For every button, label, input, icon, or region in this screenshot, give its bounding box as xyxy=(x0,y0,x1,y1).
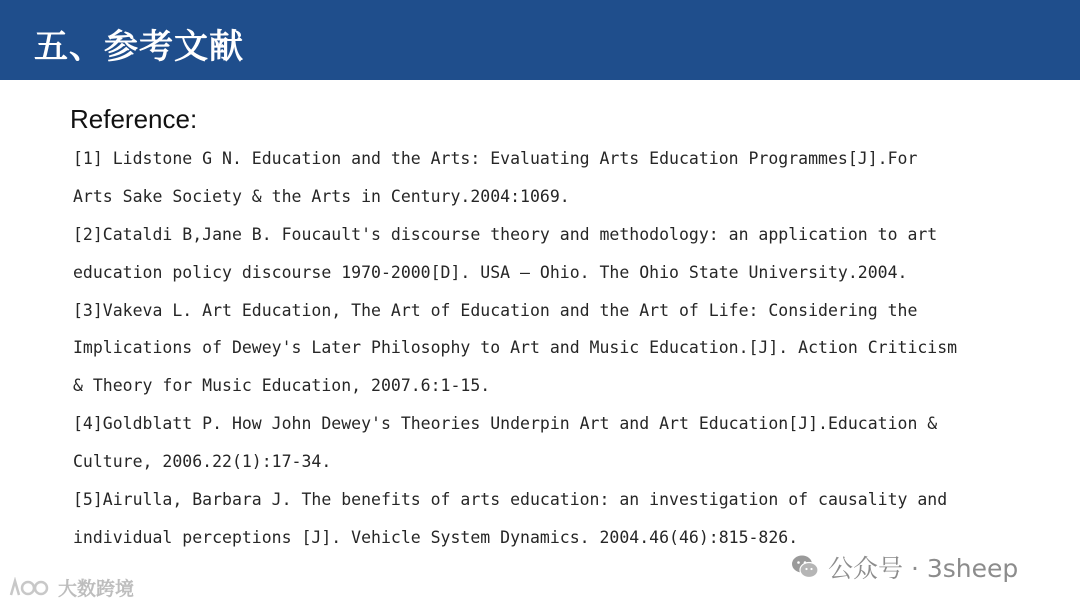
reference-line: Implications of Dewey's Later Philosophy to Art and Music Education.[J]. Action Criticism xyxy=(73,338,958,358)
reference-line: individual perceptions [J]. Vehicle System Dynamics. 2004.46(46):815-826. xyxy=(73,527,799,547)
reference-list xyxy=(73,140,1023,557)
reference-line: Arts Sake Society & the Arts in Century.2004:1069. xyxy=(73,186,570,206)
logo-watermark-text: 大数跨境 xyxy=(58,578,135,600)
logo-icon xyxy=(8,577,52,599)
wechat-watermark-text: 公众号 · 3sheep xyxy=(828,554,1019,583)
page-title: 五、参考文献 xyxy=(34,27,244,67)
wechat-icon xyxy=(790,552,820,582)
header-bar xyxy=(0,0,1080,80)
reference-line: [1] Lidstone G N. Education and the Arts: Evaluating Arts Education Programmes[J].For xyxy=(73,149,918,168)
logo-watermark xyxy=(8,574,134,601)
reference-line: [3]Vakeva L. Art Education, The Art of Education and the Art of Life: Considering the xyxy=(73,300,918,320)
wechat-watermark xyxy=(790,549,1018,585)
reference-heading: Reference: xyxy=(70,104,198,134)
reference-line: education policy discourse 1970-2000[D]. USA – Ohio. The Ohio State University.2004. xyxy=(73,262,908,282)
reference-line: & Theory for Music Education, 2007.6:1-15. xyxy=(73,376,491,396)
reference-line: [5]Airulla, Barbara J. The benefits of arts education: an investigation of causality and xyxy=(73,490,948,510)
reference-line: [4]Goldblatt P. How John Dewey's Theories Underpin Art and Art Education[J].Education & xyxy=(73,414,938,434)
reference-line: [2]Cataldi B,Jane B. Foucault's discourse theory and methodology: an application to art xyxy=(73,224,938,244)
reference-line: Culture, 2006.22(1):17-34. xyxy=(73,452,332,472)
